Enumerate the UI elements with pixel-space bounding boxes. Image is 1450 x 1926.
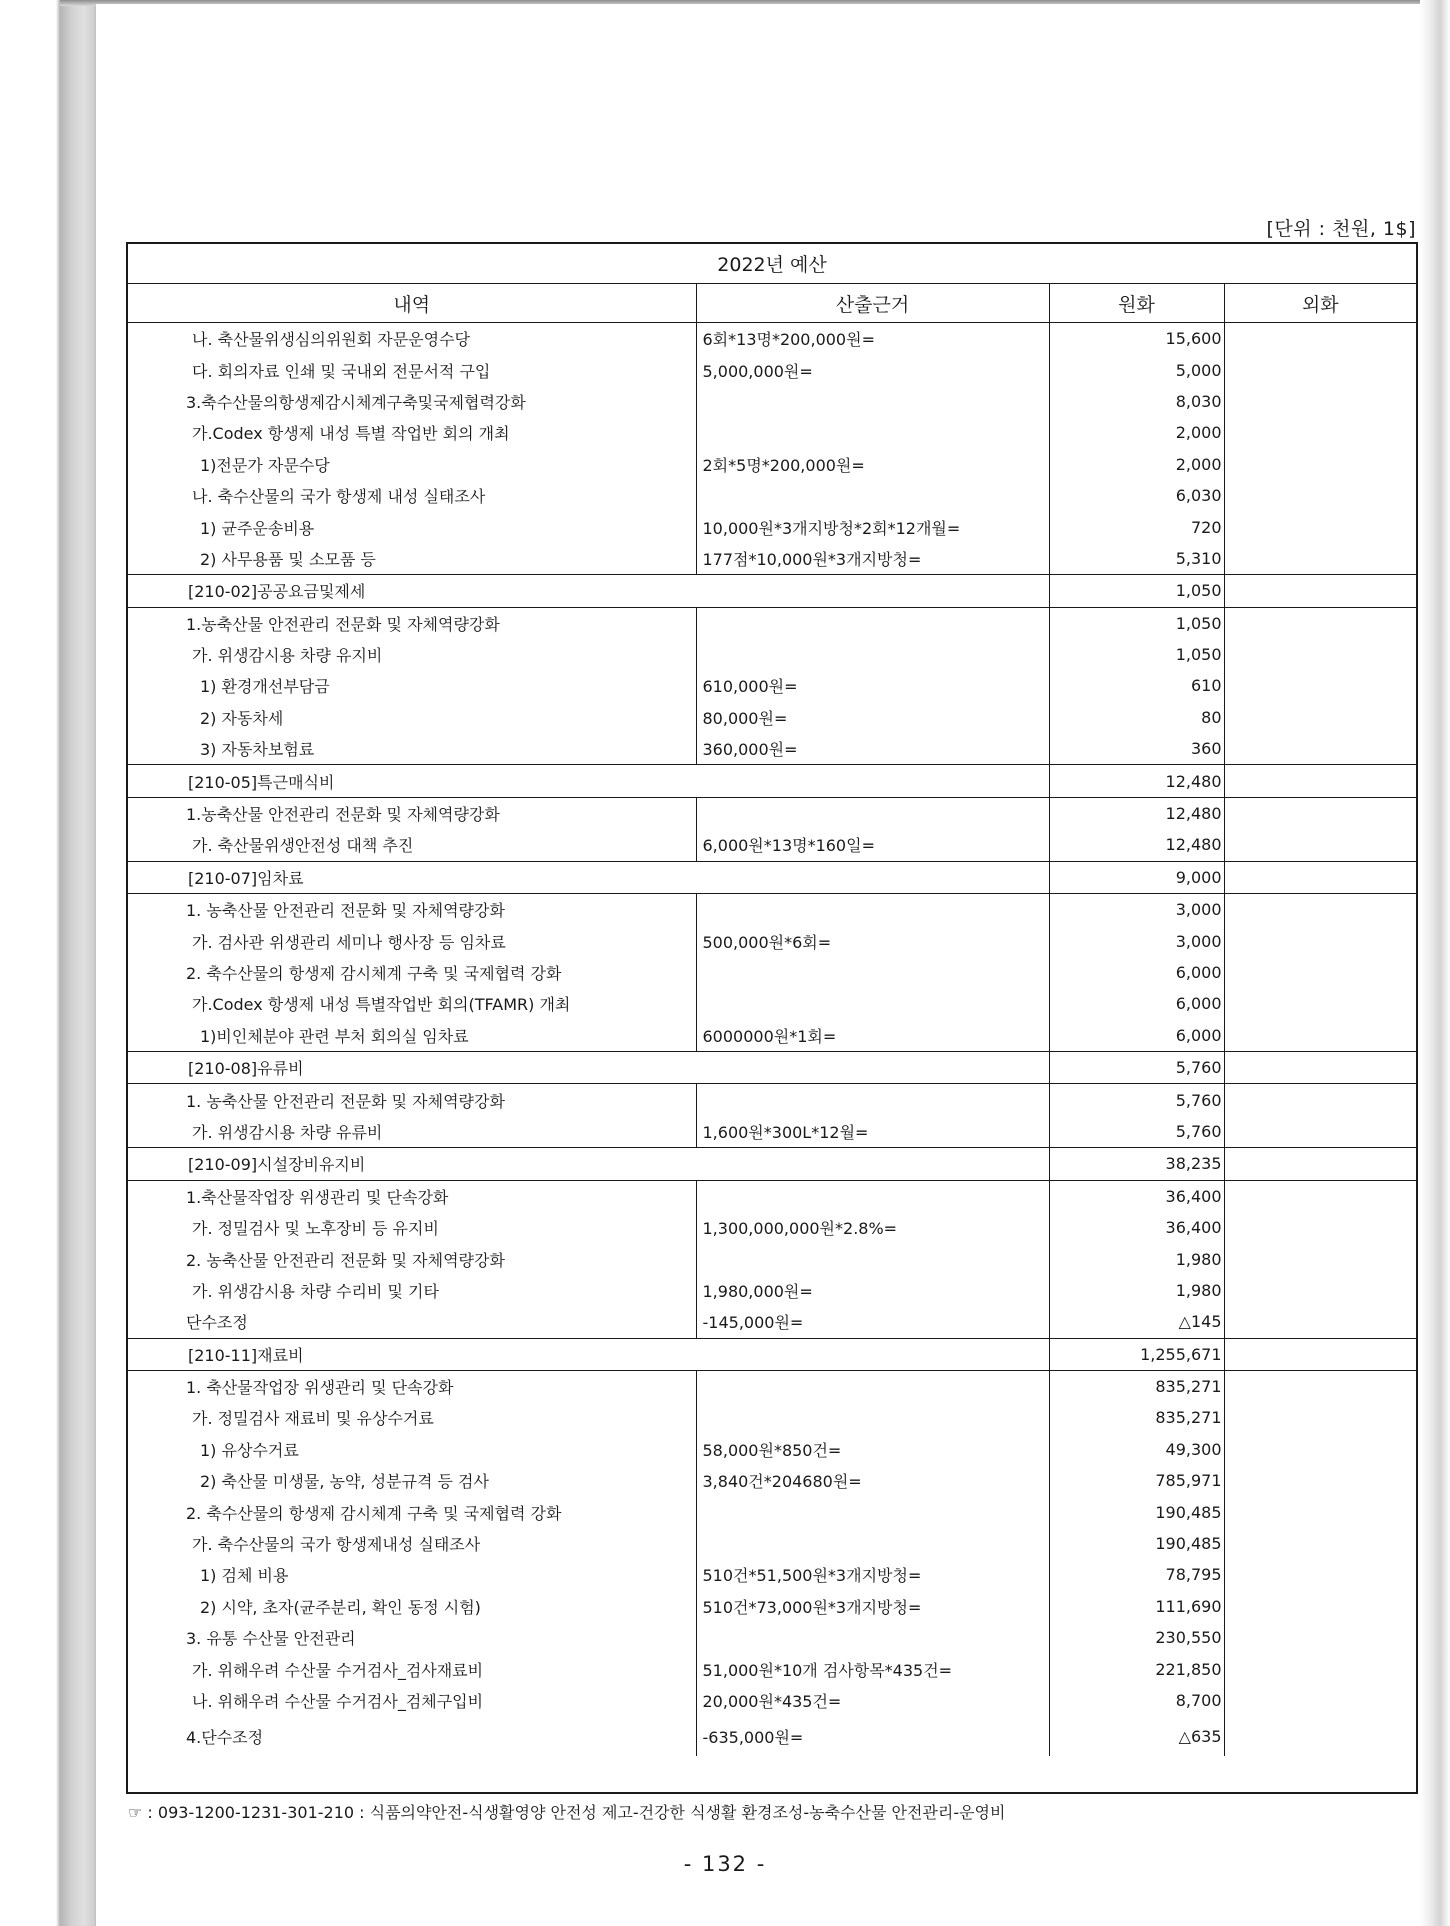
- foreign-cell: [1224, 1716, 1416, 1756]
- krw-cell: 1,255,671: [1049, 1338, 1224, 1370]
- page-edge: [0, 0, 100, 1926]
- krw-cell: 8,030: [1049, 386, 1224, 417]
- foreign-cell: [1224, 386, 1416, 417]
- item-cell: 1)전문가 자문수당: [128, 449, 696, 480]
- foreign-cell: [1224, 323, 1416, 355]
- item-cell: 3.축수산물의항생제감시체계구축및국제협력강화: [128, 386, 696, 417]
- table-row: [128, 1148, 1416, 1180]
- krw-cell: 190,485: [1049, 1528, 1224, 1559]
- item-cell: 1. 농축산물 안전관리 전문화 및 자체역량강화: [128, 894, 696, 926]
- basis-cell: [696, 1402, 1049, 1433]
- item-cell: 나. 위해우려 수산물 수거검사_검체구입비: [128, 1685, 696, 1716]
- table-row: [128, 1051, 1416, 1083]
- item-cell: 3) 자동차보험료: [128, 733, 696, 765]
- item-cell: 가. 위생감시용 차량 유류비: [128, 1116, 696, 1148]
- foreign-cell: [1224, 1591, 1416, 1622]
- item-cell: 2. 축수산물의 항생제 감시체계 구축 및 국제협력 강화: [128, 1496, 696, 1527]
- table-row: [128, 417, 1416, 448]
- krw-cell: 221,850: [1049, 1653, 1224, 1684]
- krw-cell: 36,400: [1049, 1212, 1224, 1243]
- item-cell: 나. 축수산물의 국가 항생제 내성 실태조사: [128, 480, 696, 511]
- foreign-cell: [1224, 543, 1416, 575]
- krw-cell: 111,690: [1049, 1591, 1224, 1622]
- item-cell: 1) 균주운송비용: [128, 511, 696, 542]
- table-row: [128, 511, 1416, 542]
- basis-cell: [696, 988, 1049, 1019]
- foreign-cell: [1224, 511, 1416, 542]
- basis-cell: [696, 894, 1049, 926]
- krw-cell: 1,050: [1049, 575, 1224, 607]
- table-row: [128, 1402, 1416, 1433]
- table-row: [128, 1212, 1416, 1243]
- year-title: 2022년 예산: [128, 244, 1416, 284]
- item-cell: 2) 축산물 미생물, 농약, 성분규격 등 검사: [128, 1465, 696, 1496]
- footnote: ☞ : 093-1200-1231-301-210 : 식품의약안전-식생활영양 안전성 제고-건강한 식생활 환경조성-농축수산물 안전관리-운영비: [128, 1803, 1006, 1822]
- foreign-cell: [1224, 1338, 1416, 1370]
- table-row: [128, 1084, 1416, 1116]
- basis-cell: [696, 607, 1049, 639]
- basis-cell: 6,000원*13명*160일=: [696, 829, 1049, 861]
- table-row: [128, 1370, 1416, 1402]
- krw-cell: 835,271: [1049, 1402, 1224, 1433]
- table-row: [128, 1716, 1416, 1756]
- table-row: [128, 861, 1416, 893]
- item-cell: 가. 정밀검사 재료비 및 유상수거료: [128, 1402, 696, 1433]
- krw-cell: 3,000: [1049, 925, 1224, 956]
- foreign-cell: [1224, 1275, 1416, 1306]
- table-row: [128, 543, 1416, 575]
- krw-cell: 2,000: [1049, 449, 1224, 480]
- item-cell: 1. 농축산물 안전관리 전문화 및 자체역량강화: [128, 1084, 696, 1116]
- krw-cell: 5,760: [1049, 1116, 1224, 1148]
- item-cell: 1) 유상수거료: [128, 1434, 696, 1465]
- foreign-cell: [1224, 1243, 1416, 1274]
- foreign-cell: [1224, 797, 1416, 829]
- table-row: [128, 386, 1416, 417]
- table-row: [128, 1338, 1416, 1370]
- foreign-cell: [1224, 894, 1416, 926]
- krw-cell: 1,050: [1049, 607, 1224, 639]
- table-row: [128, 607, 1416, 639]
- foreign-cell: [1224, 1148, 1416, 1180]
- table-row: [128, 1243, 1416, 1274]
- table-row: [128, 988, 1416, 1019]
- krw-cell: 230,550: [1049, 1622, 1224, 1653]
- basis-cell: [696, 797, 1049, 829]
- table-row: [128, 1434, 1416, 1465]
- krw-cell: 5,760: [1049, 1051, 1224, 1083]
- table-row: [128, 323, 1416, 355]
- basis-cell: 510건*73,000원*3개지방청=: [696, 1591, 1049, 1622]
- krw-cell: 1,050: [1049, 639, 1224, 670]
- basis-cell: [696, 1180, 1049, 1212]
- table-row: [128, 354, 1416, 385]
- item-cell: 가.Codex 항생제 내성 특별 작업반 회의 개최: [128, 417, 696, 448]
- basis-cell: [696, 1622, 1049, 1653]
- item-cell: 1.축산물작업장 위생관리 및 단속강화: [128, 1180, 696, 1212]
- basis-cell: [696, 1370, 1049, 1402]
- basis-cell: 5,000,000원=: [696, 354, 1049, 385]
- krw-cell: 12,480: [1049, 797, 1224, 829]
- table-row: [128, 894, 1416, 926]
- foreign-cell: [1224, 1653, 1416, 1684]
- krw-cell: 1,980: [1049, 1243, 1224, 1274]
- item-cell: 가. 정밀검사 및 노후장비 등 유지비: [128, 1212, 696, 1243]
- basis-cell: 2회*5명*200,000원=: [696, 449, 1049, 480]
- basis-cell: 1,600원*300L*12월=: [696, 1116, 1049, 1148]
- item-cell: 가. 위생감시용 차량 수리비 및 기타: [128, 1275, 696, 1306]
- section-label: [210-05]특근매식비: [128, 765, 1049, 797]
- item-cell: 2. 농축산물 안전관리 전문화 및 자체역량강화: [128, 1243, 696, 1274]
- krw-cell: 3,000: [1049, 894, 1224, 926]
- krw-cell: 8,700: [1049, 1685, 1224, 1716]
- basis-cell: -635,000원=: [696, 1716, 1049, 1756]
- foreign-cell: [1224, 1528, 1416, 1559]
- foreign-cell: [1224, 1306, 1416, 1338]
- basis-cell: 1,300,000,000원*2.8%=: [696, 1212, 1049, 1243]
- section-label: [210-02]공공요금및제세: [128, 575, 1049, 607]
- table-row: [128, 957, 1416, 988]
- item-cell: 가. 축산물위생안전성 대책 추진: [128, 829, 696, 861]
- table-row: [128, 1559, 1416, 1590]
- krw-cell: 6,030: [1049, 480, 1224, 511]
- item-cell: 1.농축산물 안전관리 전문화 및 자체역량강화: [128, 797, 696, 829]
- item-cell: 1.농축산물 안전관리 전문화 및 자체역량강화: [128, 607, 696, 639]
- table-row: [128, 829, 1416, 861]
- basis-cell: 177점*10,000원*3개지방청=: [696, 543, 1049, 575]
- item-cell: 4.단수조정: [128, 1716, 696, 1756]
- column-header-krw: 원화: [1049, 284, 1224, 323]
- item-cell: 단수조정: [128, 1306, 696, 1338]
- item-cell: 1) 환경개선부담금: [128, 670, 696, 701]
- item-cell: 2) 사무용품 및 소모품 등: [128, 543, 696, 575]
- krw-cell: 5,760: [1049, 1084, 1224, 1116]
- foreign-cell: [1224, 988, 1416, 1019]
- foreign-cell: [1224, 639, 1416, 670]
- krw-cell: △635: [1049, 1716, 1224, 1756]
- section-label: [210-07]임차료: [128, 861, 1049, 893]
- item-cell: 나. 축산물위생심의위원회 자문운영수당: [128, 323, 696, 355]
- basis-cell: 610,000원=: [696, 670, 1049, 701]
- item-cell: 1) 검체 비용: [128, 1559, 696, 1590]
- basis-cell: [696, 1528, 1049, 1559]
- krw-cell: 2,000: [1049, 417, 1224, 448]
- basis-cell: [696, 639, 1049, 670]
- item-cell: 가. 위해우려 수산물 수거검사_검사재료비: [128, 1653, 696, 1684]
- foreign-cell: [1224, 1180, 1416, 1212]
- budget-table: [126, 242, 1418, 1794]
- foreign-cell: [1224, 1370, 1416, 1402]
- basis-cell: [696, 386, 1049, 417]
- krw-cell: 36,400: [1049, 1180, 1224, 1212]
- item-cell: 가. 검사관 위생관리 세미나 행사장 등 임차료: [128, 925, 696, 956]
- foreign-cell: [1224, 957, 1416, 988]
- krw-cell: 12,480: [1049, 829, 1224, 861]
- krw-cell: 78,795: [1049, 1559, 1224, 1590]
- basis-cell: 58,000원*850건=: [696, 1434, 1049, 1465]
- basis-cell: [696, 1084, 1049, 1116]
- foreign-cell: [1224, 1212, 1416, 1243]
- foreign-cell: [1224, 1434, 1416, 1465]
- table-row: [128, 1528, 1416, 1559]
- table-row: [128, 1020, 1416, 1052]
- table-row: [128, 1306, 1416, 1338]
- basis-cell: 510건*51,500원*3개지방청=: [696, 1559, 1049, 1590]
- krw-cell: 80: [1049, 702, 1224, 733]
- column-header-foreign: 외화: [1224, 284, 1416, 323]
- foreign-cell: [1224, 1465, 1416, 1496]
- foreign-cell: [1224, 1116, 1416, 1148]
- basis-cell: 20,000원*435건=: [696, 1685, 1049, 1716]
- foreign-cell: [1224, 1020, 1416, 1052]
- table-row: [128, 670, 1416, 701]
- unit-label: [단위 : 천원, 1$]: [1266, 218, 1416, 240]
- item-cell: 2. 축수산물의 항생제 감시체계 구축 및 국제협력 강화: [128, 957, 696, 988]
- basis-cell: 6회*13명*200,000원=: [696, 323, 1049, 355]
- basis-cell: 6000000원*1회=: [696, 1020, 1049, 1052]
- table-row: [128, 1465, 1416, 1496]
- table-body: [128, 323, 1416, 1757]
- item-cell: 2) 시약, 초자(균주분리, 확인 동정 시험): [128, 1591, 696, 1622]
- krw-cell: 190,485: [1049, 1496, 1224, 1527]
- section-label: [210-11]재료비: [128, 1338, 1049, 1370]
- table-row: [128, 639, 1416, 670]
- basis-cell: 1,980,000원=: [696, 1275, 1049, 1306]
- column-header-item: 내역: [128, 284, 696, 323]
- item-cell: 2) 자동차세: [128, 702, 696, 733]
- basis-cell: 360,000원=: [696, 733, 1049, 765]
- table-row: [128, 1180, 1416, 1212]
- section-label: [210-08]유류비: [128, 1051, 1049, 1083]
- krw-cell: △145: [1049, 1306, 1224, 1338]
- foreign-cell: [1224, 1559, 1416, 1590]
- foreign-cell: [1224, 1496, 1416, 1527]
- krw-cell: 15,600: [1049, 323, 1224, 355]
- table-row: [128, 1685, 1416, 1716]
- table-row: [128, 480, 1416, 511]
- krw-cell: 6,000: [1049, 957, 1224, 988]
- table-row: [128, 925, 1416, 956]
- krw-cell: 12,480: [1049, 765, 1224, 797]
- table-row: [128, 797, 1416, 829]
- foreign-cell: [1224, 829, 1416, 861]
- foreign-cell: [1224, 670, 1416, 701]
- krw-cell: 9,000: [1049, 861, 1224, 893]
- page-number: - 132 -: [683, 1852, 767, 1876]
- krw-cell: 38,235: [1049, 1148, 1224, 1180]
- column-header-basis: 산출근거: [696, 284, 1049, 323]
- krw-cell: 5,310: [1049, 543, 1224, 575]
- basis-cell: 500,000원*6회=: [696, 925, 1049, 956]
- foreign-cell: [1224, 765, 1416, 797]
- basis-cell: 80,000원=: [696, 702, 1049, 733]
- krw-cell: 360: [1049, 733, 1224, 765]
- table-row: [128, 1622, 1416, 1653]
- basis-cell: 3,840건*204680원=: [696, 1465, 1049, 1496]
- krw-cell: 49,300: [1049, 1434, 1224, 1465]
- item-cell: 가. 축수산물의 국가 항생제내성 실태조사: [128, 1528, 696, 1559]
- basis-cell: [696, 1243, 1049, 1274]
- basis-cell: -145,000원=: [696, 1306, 1049, 1338]
- table-row: [128, 1496, 1416, 1527]
- foreign-cell: [1224, 449, 1416, 480]
- foreign-cell: [1224, 354, 1416, 385]
- table-row: [128, 733, 1416, 765]
- krw-cell: 610: [1049, 670, 1224, 701]
- krw-cell: 835,271: [1049, 1370, 1224, 1402]
- foreign-cell: [1224, 607, 1416, 639]
- table-row: [128, 1275, 1416, 1306]
- foreign-cell: [1224, 925, 1416, 956]
- foreign-cell: [1224, 861, 1416, 893]
- item-cell: 다. 회의자료 인쇄 및 국내외 전문서적 구입: [128, 354, 696, 385]
- basis-cell: [696, 480, 1049, 511]
- table-row: [128, 1653, 1416, 1684]
- krw-cell: 6,000: [1049, 1020, 1224, 1052]
- basis-cell: 10,000원*3개지방청*2회*12개월=: [696, 511, 1049, 542]
- table-row: [128, 449, 1416, 480]
- foreign-cell: [1224, 1084, 1416, 1116]
- item-cell: 가.Codex 항생제 내성 특별작업반 회의(TFAMR) 개최: [128, 988, 696, 1019]
- item-cell: 가. 위생감시용 차량 유지비: [128, 639, 696, 670]
- table-row: [128, 1116, 1416, 1148]
- item-cell: 1. 축산물작업장 위생관리 및 단속강화: [128, 1370, 696, 1402]
- foreign-cell: [1224, 1402, 1416, 1433]
- foreign-cell: [1224, 1622, 1416, 1653]
- krw-cell: 5,000: [1049, 354, 1224, 385]
- krw-cell: 720: [1049, 511, 1224, 542]
- foreign-cell: [1224, 1051, 1416, 1083]
- table-row: [128, 765, 1416, 797]
- foreign-cell: [1224, 417, 1416, 448]
- foreign-cell: [1224, 575, 1416, 607]
- krw-cell: 6,000: [1049, 988, 1224, 1019]
- item-cell: 3. 유통 수산물 안전관리: [128, 1622, 696, 1653]
- table-row: [128, 702, 1416, 733]
- basis-cell: [696, 1496, 1049, 1527]
- page-shadow: [1420, 0, 1450, 1926]
- foreign-cell: [1224, 733, 1416, 765]
- basis-cell: 51,000원*10개 검사항목*435건=: [696, 1653, 1049, 1684]
- section-label: [210-09]시설장비유지비: [128, 1148, 1049, 1180]
- foreign-cell: [1224, 1685, 1416, 1716]
- krw-cell: 1,980: [1049, 1275, 1224, 1306]
- item-cell: 1)비인체분야 관련 부처 회의실 임차료: [128, 1020, 696, 1052]
- foreign-cell: [1224, 702, 1416, 733]
- krw-cell: 785,971: [1049, 1465, 1224, 1496]
- table-row: [128, 1591, 1416, 1622]
- table-row: [128, 575, 1416, 607]
- basis-cell: [696, 957, 1049, 988]
- foreign-cell: [1224, 480, 1416, 511]
- basis-cell: [696, 417, 1049, 448]
